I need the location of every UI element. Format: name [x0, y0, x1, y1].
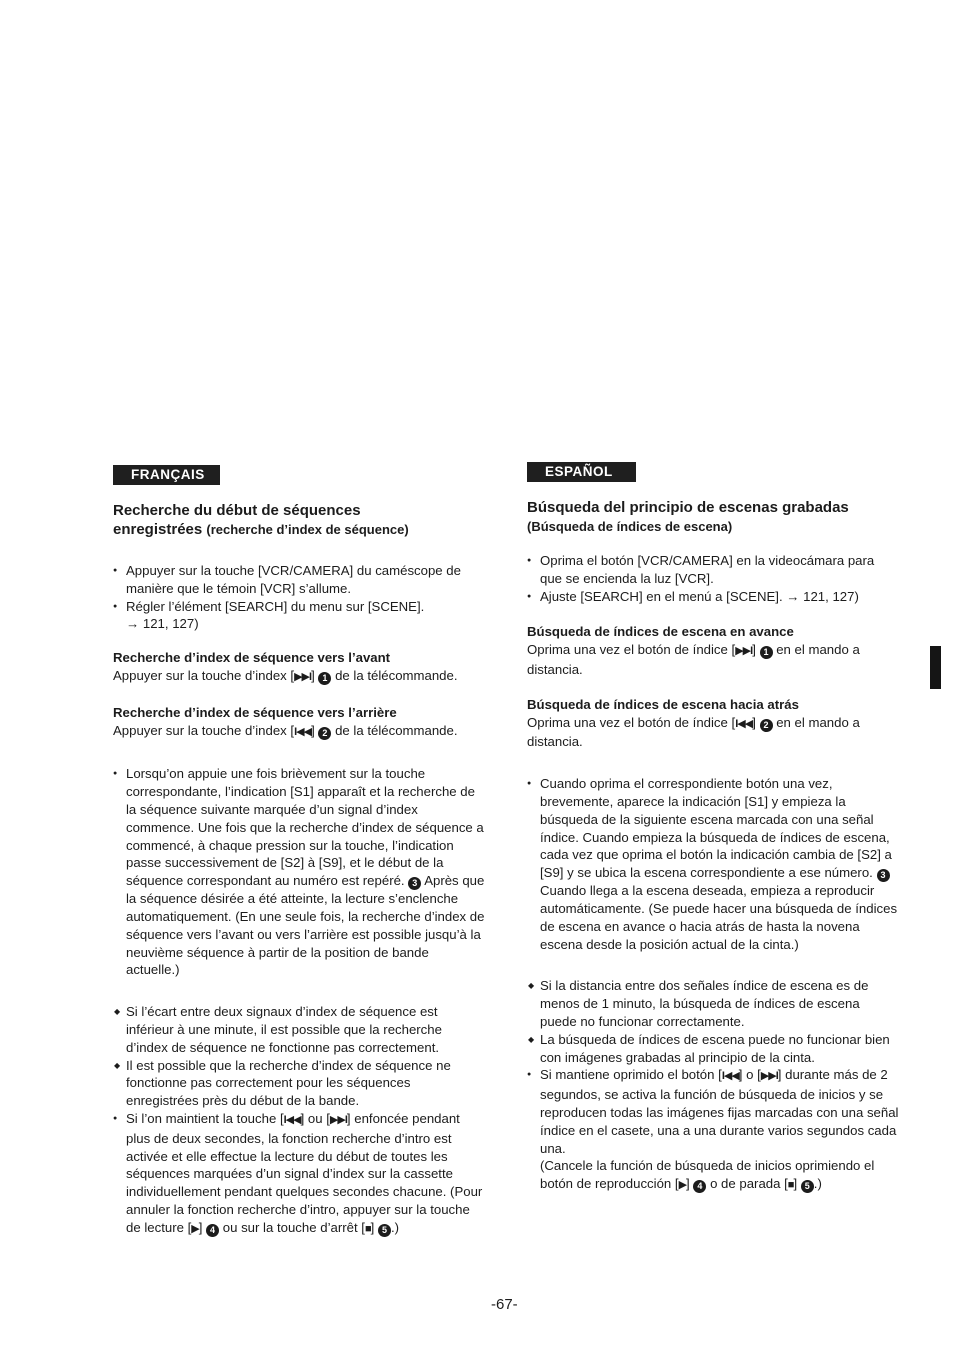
backward-search-section-french [113, 704, 485, 742]
title: Búsqueda del principio de escenas grabadas [527, 499, 849, 516]
callout-number: 4 [693, 1180, 706, 1193]
forward-search-heading: Recherche d’index de séquence vers l’avant [113, 650, 391, 666]
section-title-french [113, 501, 485, 539]
callout-number: 1 [318, 672, 331, 685]
list-item: ● Lorsqu’on appuie une fois brièvement sur la touche correspondante, l’indication [S1] apparaît et la recherche de la séquence suivante marquée d’un signal d’index commence. Une fois que la recherche d’index de séquence a commencé, à chaque pression sur la touche, l’indication passe successivement de [S2] à [S9], et le début de la séquence correspondant au numéro est repéré. 3 Après que la séquence désirée a été atteinte, la lecture s’enclenche automatiquement. (En une seule fois, la recherche d’index de séquence vers l’avant ou vers l’arrière est possible jusqu’à la neuvième séquence à partir de la position de bande actuelle.) [113, 765, 485, 979]
next-index-icon: ▶▶I [329, 1113, 347, 1126]
forward-search-heading: Búsqueda de índices de escena en avance [527, 624, 794, 640]
list-item: ● Si mantiene oprimido el botón [I◀◀] o [▶▶I] durante más de 2 segundos, se activa la función de búsqueda de inicios y se reproducen todas las imágenes fijas marcadas con una señal índice en el casete, una a una durante varios segundos cada una. (Cancele la función de búsqueda de inicios oprimiendo el botón de reproducción [▶] 4 o de parada [■] 5 .) [527, 1066, 899, 1195]
main-explanation-spanish [527, 775, 899, 953]
callout-number: 2 [760, 719, 773, 732]
page-number: -67- [491, 1296, 518, 1313]
title-line1: Recherche du début de séquences [113, 502, 361, 519]
page-reference: → 121, 127) [786, 589, 859, 604]
intro-list-french [113, 562, 485, 633]
callout-number: 4 [206, 1224, 219, 1237]
forward-search-text: Oprima una vez el botón de índice [▶▶I] 1 en el mando a distancia. [527, 642, 860, 677]
page-reference: → 121, 127) [126, 616, 199, 631]
list-item: ● Appuyer sur la touche [VCR/CAMERA] du caméscope de manière que le témoin [VCR] s’allume. [113, 562, 485, 598]
list-item: ● Régler l’élément [SEARCH] du menu sur [SCENE]. → 121, 127) [113, 598, 485, 634]
list-item: ● Ajuste [SEARCH] en el menú a [SCENE]. → 121, 127) [527, 588, 899, 606]
page-edge-tab [930, 646, 941, 689]
stop-icon: ■ [787, 1179, 794, 1192]
title-sub: (recherche d’index de séquence) [206, 522, 409, 537]
callout-number: 5 [378, 1224, 391, 1237]
section-title-spanish [527, 498, 899, 536]
play-icon: ▶ [191, 1222, 199, 1235]
language-tag-french: FRANÇAIS [113, 465, 220, 485]
callout-number: 1 [760, 646, 773, 659]
backward-search-heading: Búsqueda de índices de escena hacia atrás [527, 696, 799, 712]
spanish-column [527, 462, 899, 1195]
list-item: ◆ La búsqueda de índices de escena puede no funcionar bien con imágenes grabadas al principio de la cinta. [527, 1031, 899, 1067]
language-tag-spanish: ESPAÑOL [527, 462, 636, 482]
forward-search-section-spanish [527, 623, 899, 678]
backward-search-section-spanish [527, 696, 899, 751]
next-index-icon: ▶▶I [760, 1070, 778, 1083]
callout-number: 5 [801, 1180, 814, 1193]
french-column [113, 465, 485, 1239]
title-line2: enregistrées [113, 521, 203, 538]
list-item: ◆ Si la distancia entre dos señales índice de escena es de menos de 1 minuto, la búsqueda de índices de escena puede no funcionar correctamente. [527, 977, 899, 1030]
callout-number: 2 [318, 727, 331, 740]
backward-search-heading: Recherche d’index de séquence vers l’arrière [113, 704, 397, 720]
notes-list-french [113, 1003, 485, 1238]
play-icon: ▶ [678, 1179, 687, 1192]
backward-search-text: Appuyer sur la touche d’index [I◀◀] 2 de la télécommande. [113, 722, 458, 738]
notes-list-spanish [527, 977, 899, 1195]
forward-search-text: Appuyer sur la touche d’index [▶▶I] 1 de la télécommande. [113, 667, 458, 683]
list-item: ● Oprima el botón [VCR/CAMERA] en la videocámara para que se encienda la luz [VCR]. [527, 552, 899, 588]
previous-index-icon: I◀◀ [294, 725, 312, 738]
next-index-icon: ▶▶I [294, 670, 312, 683]
forward-search-section-french [113, 649, 485, 687]
list-item: ● Cuando oprima el correspondiente botón una vez, brevemente, aparece la indicación [S1] y empieza la búsqueda de la siguiente escena marcada con una señal índice. Cuando empieza la búsqueda de índices de escena, cada vez que oprima el botón la indicación cambia de [S2] a [S9] y se ubica la escena correspondiente a ese número. 3 Cuando llega a la escena deseada, empieza a reproducir automáticamente. (Se puede hacer una búsqueda de índices de escena en avance o hacia atrás de hasta la novena escena desde la posición actual de la cinta.) [527, 775, 899, 953]
previous-index-icon: I◀◀ [283, 1113, 301, 1126]
previous-index-icon: I◀◀ [735, 717, 753, 730]
main-explanation-french [113, 765, 485, 979]
stop-icon: ■ [364, 1222, 371, 1235]
callout-number: 3 [877, 869, 890, 882]
callout-number: 3 [408, 877, 421, 890]
previous-index-icon: I◀◀ [721, 1070, 739, 1083]
backward-search-text: Oprima una vez el botón de índice [I◀◀] 2 en el mando a distancia. [527, 714, 860, 750]
list-item: ● Si l’on maintient la touche [I◀◀] ou [▶▶I] enfoncée pendant plus de deux secondes, la fonction recherche d’intro est activée et elle effectue la lecture du début de toutes les séquences marquées d’un signal d’index sur la cassette individuellement pendant quelques secondes chacune. (Pour annuler la fonction recherche d’intro, appuyer sur la touche de lecture [▶] 4 ou sur la touche d’arrêt [■] 5 .) [113, 1110, 485, 1239]
intro-list-spanish [527, 552, 899, 605]
list-item: ◆ Il est possible que la recherche d’index de séquence ne fonctionne pas correctement pour les séquences enregistrées près du début de la bande. [113, 1057, 485, 1110]
title-sub: (Búsqueda de índices de escena) [527, 519, 733, 534]
next-index-icon: ▶▶I [735, 645, 753, 658]
list-item: ◆ Si l’écart entre deux signaux d’index de séquence est inférieur à une minute, il est possible que la recherche d’index de séquence ne fonctionne pas correctement. [113, 1003, 485, 1056]
